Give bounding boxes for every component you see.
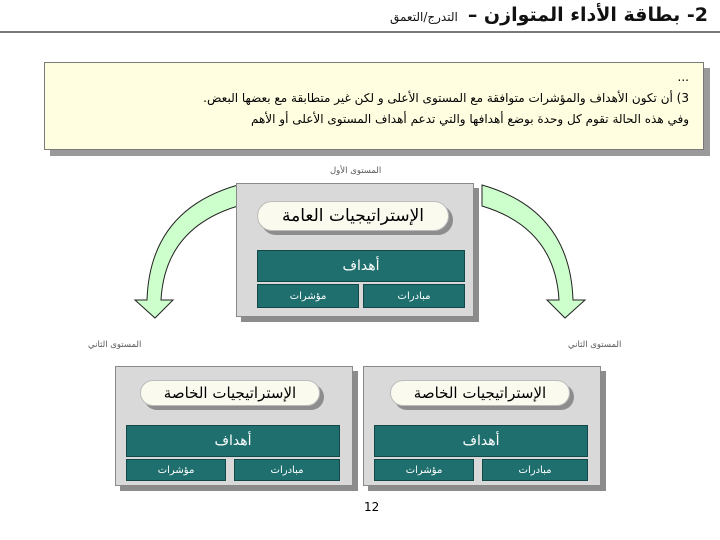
top-indicators-box: مؤشرات: [257, 284, 359, 308]
top-strategy-pill: الإستراتيجيات العامة: [257, 201, 449, 231]
level-one-label: المستوى الأول: [330, 166, 382, 176]
note-line-2: وفي هذه الحالة تقوم كل وحدة بوضع أهدافها والتي تدعم أهداف المستوى الأعلى أو الأهم: [250, 112, 689, 126]
right-panel: [363, 366, 601, 486]
note-line-1: 3) أن تكون الأهداف والمؤشرات متوافقة مع المستوى الأعلى و لكن غير متطابقة مع بعضها البعض.: [203, 91, 689, 105]
level-two-label-left: المستوى الثاني: [88, 340, 142, 350]
right-indicators-box: مؤشرات: [374, 459, 474, 481]
left-initiatives-box: مبادرات: [234, 459, 340, 481]
right-strategy-pill: الإستراتيجيات الخاصة: [390, 380, 570, 406]
title-main: 2- بطاقة الأداء المتوازن –: [467, 4, 708, 26]
right-initiatives-box: مبادرات: [482, 459, 588, 481]
note-ellipsis: ...: [677, 70, 689, 84]
top-panel: [236, 183, 474, 317]
level-two-label-right: المستوى الثاني: [568, 340, 622, 350]
left-strategy-pill: الإستراتيجيات الخاصة: [140, 380, 320, 406]
title-subtitle: التدرج/التعمق: [389, 10, 458, 24]
top-initiatives-box: مبادرات: [363, 284, 465, 308]
left-indicators-box: مؤشرات: [126, 459, 226, 481]
right-curved-arrow: [482, 185, 585, 318]
top-goals-bar: أهداف: [257, 250, 465, 282]
page-number: 12: [364, 500, 380, 514]
left-panel: [115, 366, 353, 486]
right-goals-bar: أهداف: [374, 425, 588, 457]
left-curved-arrow: [135, 185, 238, 318]
left-goals-bar: أهداف: [126, 425, 340, 457]
